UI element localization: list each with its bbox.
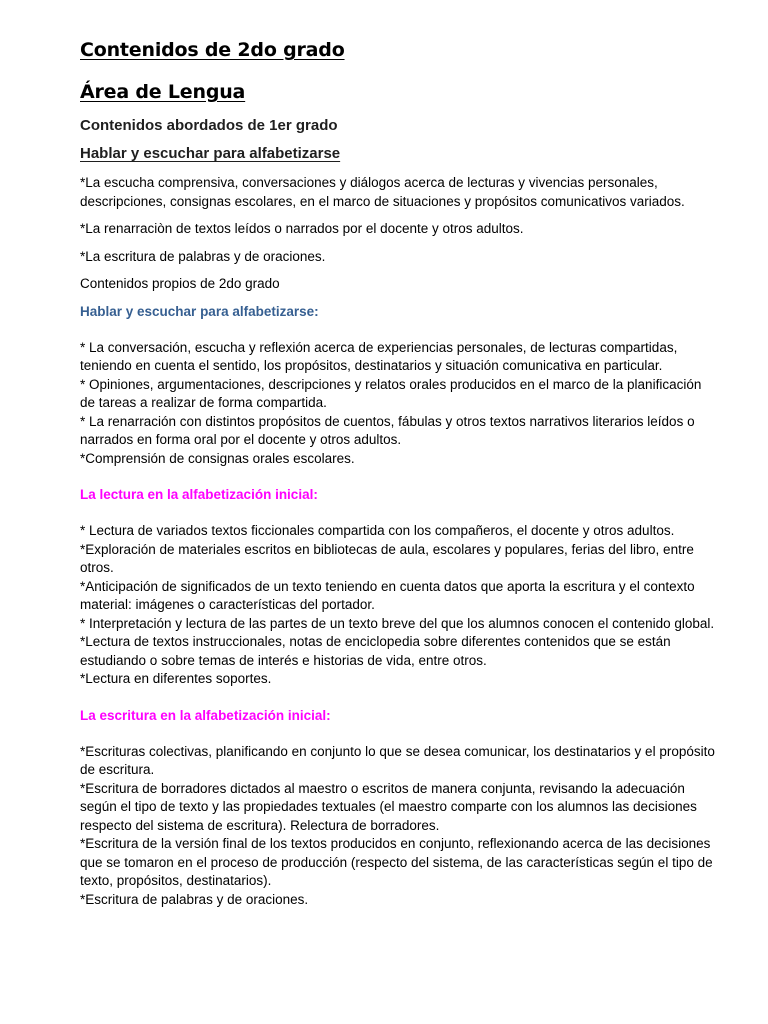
list-item: *Lectura en diferentes soportes. [80,671,272,686]
section-heading-lectura: La lectura en la alfabetización inicial: [80,487,318,502]
section-list-lectura [80,522,720,689]
document-body [80,38,720,909]
list-item: * Lectura de variados textos ficcionales compartida con los compañeros, el docente y otros adultos. [80,523,675,538]
prev-item: *La escritura de palabras y de oraciones. [80,248,326,264]
list-item: *Escritura de palabras y de oraciones. [80,891,309,907]
list-item: *Comprensión de consignas orales escolares. [80,450,355,466]
list-item: *Exploración de materiales escritos en bibliotecas de aula, escolares y populares, ferias del libro, entre otros. [80,541,694,575]
prev-grade-subheading: Hablar y escuchar para alfabetizarse [80,145,341,162]
list-item: * Opiniones, argumentaciones, descripciones y relatos orales producidos en el marco de la planificación de tareas a realizar de forma compartida. [80,376,702,410]
document-title: Contenidos de 2do grado [80,39,345,61]
section-heading-escritura: La escritura en la alfabetización inicial: [80,707,331,723]
list-item: *Escritura de borradores dictados al maestro o escritos de manera conjunta, revisando la adecuación según el tipo de texto y las propiedades textuales (el maestro comparte con los alumnos las decisiones respecto del sistema de escritura). Relectura de borradores. [80,780,697,833]
list-item: *Escrituras colectivas, planificando en conjunto lo que se desea comunicar, los destinatarios y el propósito de escritura. [80,743,715,777]
prev-grade-heading: Contenidos abordados de 1er grado [80,117,338,134]
section-list-hablar [80,339,720,469]
list-item: *Lectura de textos instruccionales, notas de enciclopedia sobre diferentes contenidos que se están estudiando o sobre temas de interés e historias de vida, entre otros. [80,634,671,668]
list-item: *Anticipación de significados de un texto teniendo en cuenta datos que aporta la escritura y el contexto material: imágenes o características del portador. [80,578,695,612]
prev-item: *La renarraciòn de textos leídos o narrados por el docente y otros adultos. [80,221,524,236]
list-item: * La conversación, escucha y reflexión acerca de experiencias personales, de lecturas compartidas, teniendo en cuenta el sentido, los propósitos, destinatarios y situación comunicativa en particular. [80,339,678,373]
section-list-escritura [80,743,720,910]
prev-item: *La escucha comprensiva, conversaciones y diálogos acerca de lecturas y vivencias personales, descripciones, consignas escolares, en el marco de situaciones y propósitos comunicativos variados. [80,175,685,209]
area-heading: Área de Lengua [80,81,246,103]
own-contents-label: Contenidos propios de 2do grado [80,276,280,291]
list-item: * La renarración con distintos propósitos de cuentos, fábulas y otros textos narrativos literarios leídos o narrados en forma oral por el docente y otros adultos. [80,413,695,447]
list-item: *Escritura de la versión final de los textos producidos en conjunto, reflexionando acerca de las decisiones que se tomaron en el proceso de producción (respecto del sistema, de las características según el tipo de texto, propósitos, destinatarios). [80,836,713,888]
section-heading-hablar: Hablar y escuchar para alfabetizarse: [80,303,319,319]
list-item: * Interpretación y lectura de las partes de un texto breve del que los alumnos conocen el contenido global. [80,615,715,631]
